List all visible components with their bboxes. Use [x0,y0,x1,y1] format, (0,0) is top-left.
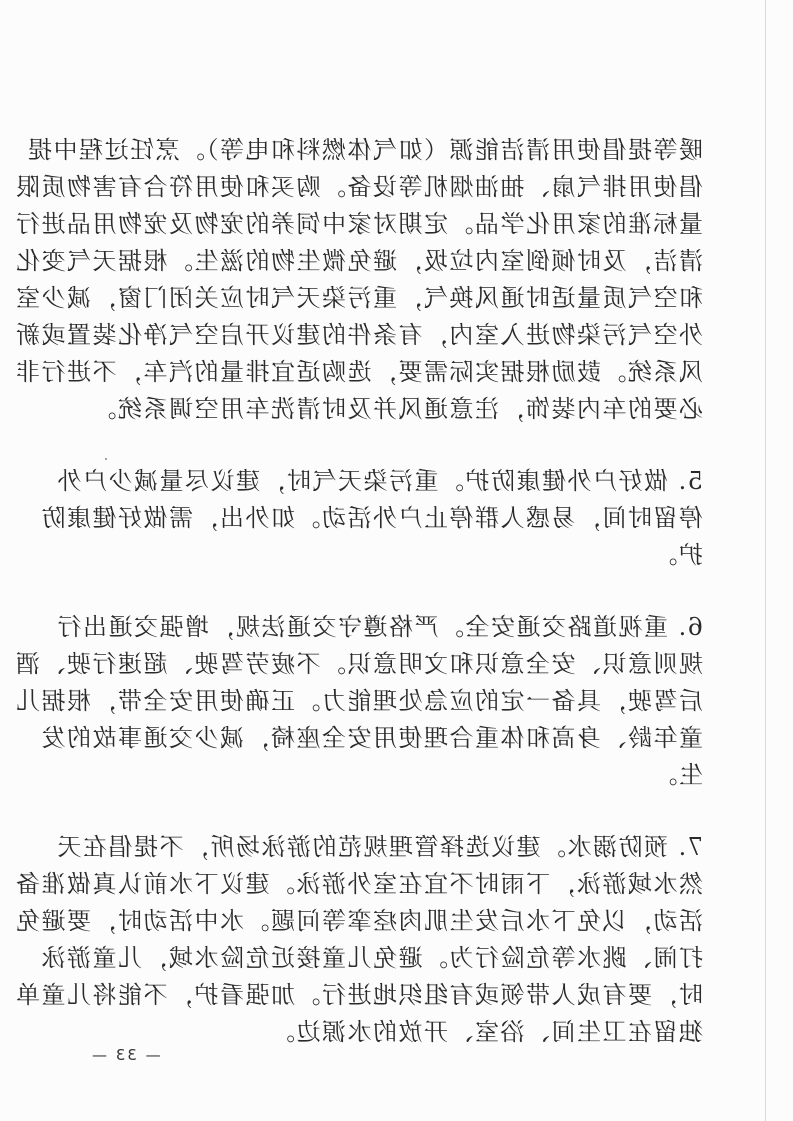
text-line: 倡使用排气扇、抽油烟机等设备。购买和使用符合有害物质限 [14,173,703,201]
text-line: 暖等提倡使用清洁能源（如气体燃料和电等）。烹饪过程中提 [26,136,703,164]
text-line: 规则意识、安全意识和文明意识。不疲劳驾驶、超速行驶、酒 [14,650,703,678]
section-6-heading-line: 6. 重视道路交通安全。严格遵守交通法规，增强交通出行 [55,613,703,641]
text-line: 童年龄、身高和体重合理使用安全座椅，减少交通事故的发 [40,724,703,752]
text-line: 量标准的家用化学品。定期对家中饲养的宠物及宠物用品进行 [14,210,703,238]
section-5-heading-line: 5. 做好户外健康防护。重污染天气时，建议尽量减少户外 [55,467,703,495]
text-line: 后驾驶，具备一定的应急处理能力。正确使用安全带，根据儿 [14,687,703,715]
binding-margin-line [765,0,766,1121]
text-line: 打闹、跳水等危险行为。避免儿童接近危险水域，儿童游泳 [40,944,703,972]
text-line: 外空气污染物进入室内，有条件的建议开启空气净化装置或新 [14,321,703,349]
text-line: 生。 [652,761,703,789]
text-line: 活动，以免下水后发生肌肉痉挛等问题。水中活动时，要避免 [14,907,703,935]
text-line: 停留时间，易感人群停止户外活动。如外出，需做好健康防 [40,504,703,532]
text-line: 风系统。鼓励根据实际需要，选购适宜排量的汽车，不进行非 [14,358,703,386]
text-line: 必要的车内装饰，注意通风并及时清洗车用空调系统。 [91,395,703,423]
text-line: 时，要有成人带领或有组织地进行。加强看护，不能将儿童单 [14,981,703,1009]
text-line: 独留在卫生间、浴室、开放的水源边。 [269,1018,703,1046]
body-text [14,132,703,1051]
text-line: 清洁，及时倾倒室内垃圾，避免微生物的滋生。根据天气变化 [14,247,703,275]
text-line: 和空气质量适时通风换气，重污染天气时应关闭门窗，减少室 [14,284,703,312]
section-7-heading-line: 7. 预防溺水。建议选择管理规范的游泳场所，不提倡在天 [55,833,703,861]
text-line: 护。 [652,541,703,569]
text-line: 然水域游泳，下雨时不宜在室外游泳。建议下水前认真做准备 [14,870,703,898]
page-number: — 33 — [90,1046,161,1064]
